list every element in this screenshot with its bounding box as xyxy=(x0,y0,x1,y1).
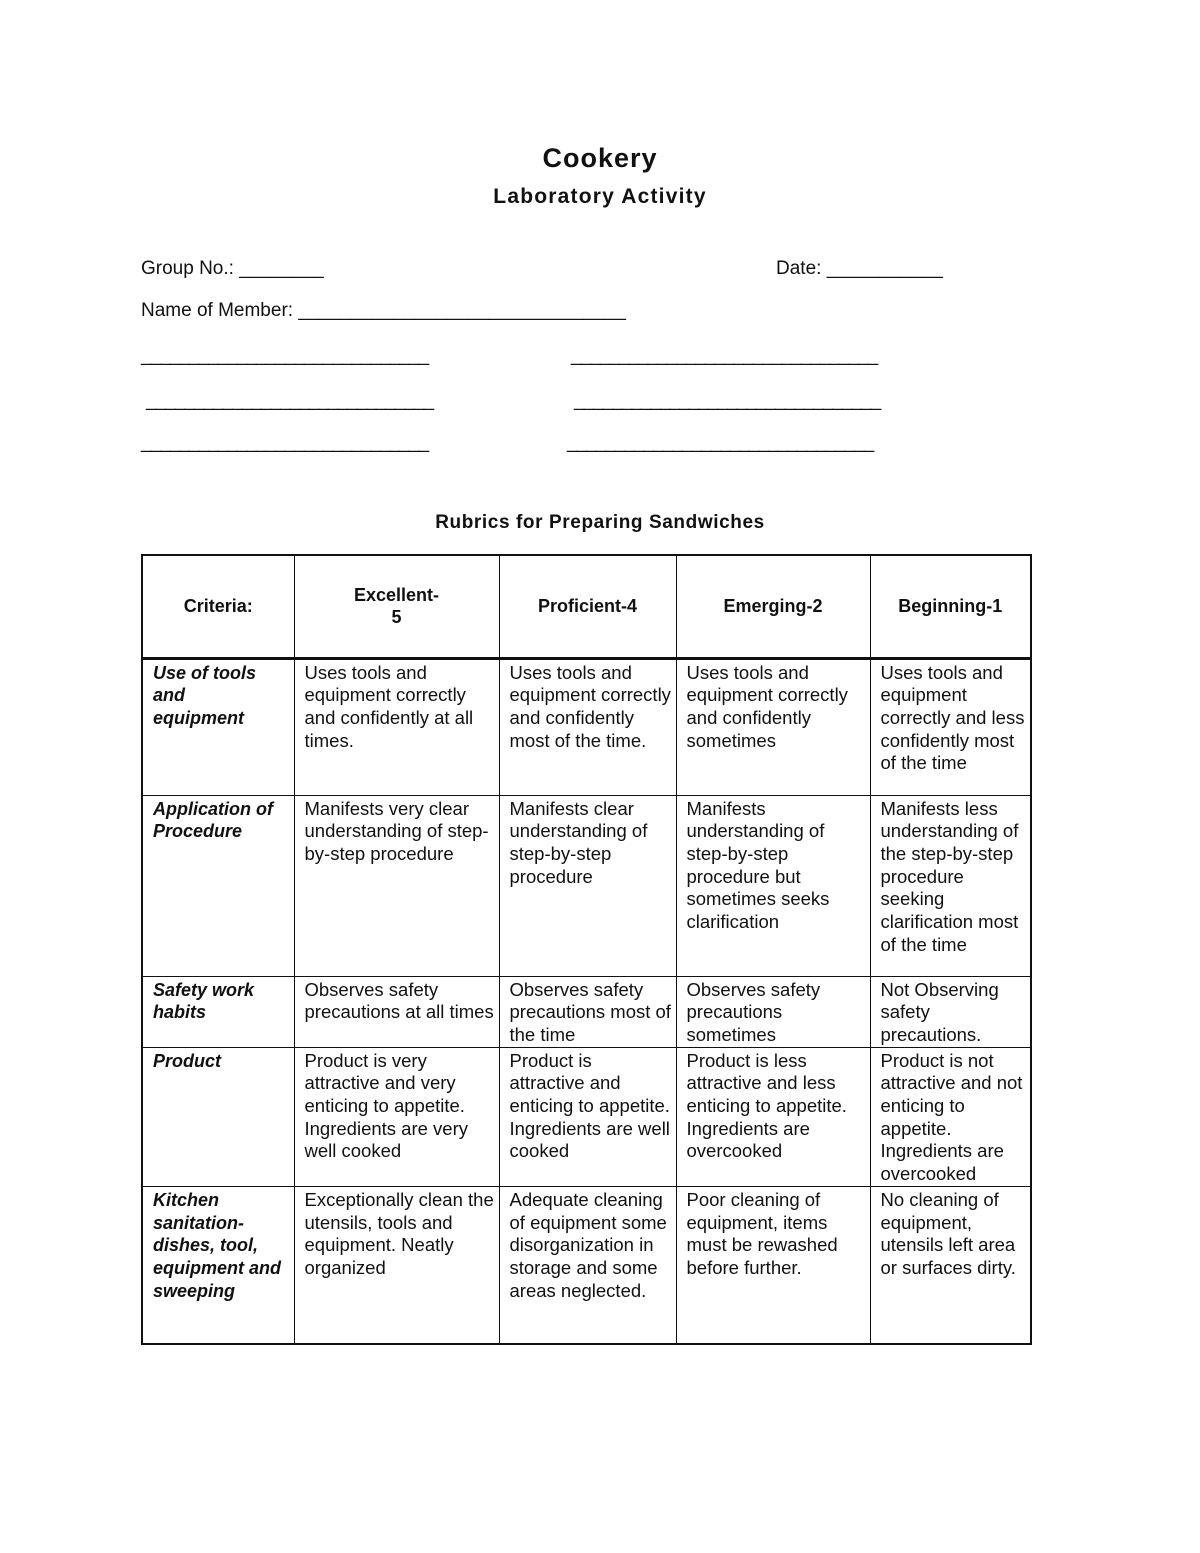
beginning-cell: Manifests less understanding of the step-by-step procedure seeking clarification most of the time xyxy=(870,795,1031,976)
beginning-cell: No cleaning of equipment, utensils left area or surfaces dirty. xyxy=(870,1186,1031,1344)
criteria-cell: Safety work habits xyxy=(142,976,294,1047)
beginning-cell: Uses tools and equipment correctly and less confidently most of the time xyxy=(870,658,1031,795)
member-blank-line[interactable]: ______________________________ xyxy=(141,345,429,366)
member-blank-line[interactable]: ______________________________ xyxy=(146,390,434,411)
rubric-title: Rubrics for Preparing Sandwiches xyxy=(435,512,765,533)
table-row xyxy=(142,795,1031,976)
proficient-cell: Observes safety precautions most of the time xyxy=(499,976,676,1047)
date-field[interactable]: Date: ___________ xyxy=(776,258,943,279)
table-row xyxy=(142,976,1031,1047)
proficient-cell: Manifests clear understanding of step-by-step procedure xyxy=(499,795,676,976)
member-blank-line[interactable]: ________________________________ xyxy=(567,432,874,453)
beginning-header: Beginning-1 xyxy=(870,555,1031,658)
table-row xyxy=(142,1186,1031,1344)
excellent-cell: Product is very attractive and very enticing to appetite. Ingredients are very well cooked xyxy=(294,1047,499,1186)
excellent-header-score: 5 xyxy=(391,607,402,628)
excellent-cell: Observes safety precautions at all times xyxy=(294,976,499,1047)
excellent-header xyxy=(294,555,499,658)
proficient-cell: Adequate cleaning of equipment some disorganization in storage and some areas neglected. xyxy=(499,1186,676,1344)
beginning-cell: Not Observing safety precautions. xyxy=(870,976,1031,1047)
table-row xyxy=(142,1047,1031,1186)
member-blank-line[interactable]: ________________________________ xyxy=(571,345,878,366)
excellent-header-label: Excellent- xyxy=(353,584,440,605)
excellent-cell: Manifests very clear understanding of step-by-step procedure xyxy=(294,795,499,976)
table-row xyxy=(142,658,1031,795)
beginning-cell: Product is not attractive and not enticing to appetite. Ingredients are overcooked xyxy=(870,1047,1031,1186)
member-name-field[interactable]: Name of Member: _______________________________ xyxy=(141,300,626,321)
document-subtitle: Laboratory Activity xyxy=(493,185,707,208)
emerging-cell: Uses tools and equipment correctly and confidently sometimes xyxy=(676,658,870,795)
criteria-cell: Product xyxy=(142,1047,294,1186)
proficient-cell: Uses tools and equipment correctly and confidently most of the time. xyxy=(499,658,676,795)
proficient-cell: Product is attractive and enticing to appetite. Ingredients are well cooked xyxy=(499,1047,676,1186)
rubric-header-row xyxy=(142,555,1031,658)
proficient-header: Proficient-4 xyxy=(499,555,676,658)
emerging-cell: Product is less attractive and less enticing to appetite. Ingredients are overcooked xyxy=(676,1047,870,1186)
group-number-field[interactable]: Group No.: ________ xyxy=(141,258,324,279)
emerging-cell: Poor cleaning of equipment, items must be rewashed before further. xyxy=(676,1186,870,1344)
emerging-header: Emerging-2 xyxy=(676,555,870,658)
member-blank-line[interactable]: ________________________________ xyxy=(574,390,881,411)
document-title: Cookery xyxy=(542,143,658,173)
excellent-cell: Uses tools and equipment correctly and confidently at all times. xyxy=(294,658,499,795)
member-blank-line[interactable]: ______________________________ xyxy=(141,432,429,453)
criteria-cell: Use of tools and equipment xyxy=(142,658,294,795)
emerging-cell: Manifests understanding of step-by-step procedure but sometimes seeks clarification xyxy=(676,795,870,976)
emerging-cell: Observes safety precautions sometimes xyxy=(676,976,870,1047)
excellent-cell: Exceptionally clean the utensils, tools and equipment. Neatly organized xyxy=(294,1186,499,1344)
rubric-table xyxy=(141,554,1032,1345)
criteria-cell: Kitchen sanitation-dishes, tool, equipment and sweeping xyxy=(142,1186,294,1344)
criteria-cell: Application of Procedure xyxy=(142,795,294,976)
criteria-header: Criteria: xyxy=(142,555,294,658)
